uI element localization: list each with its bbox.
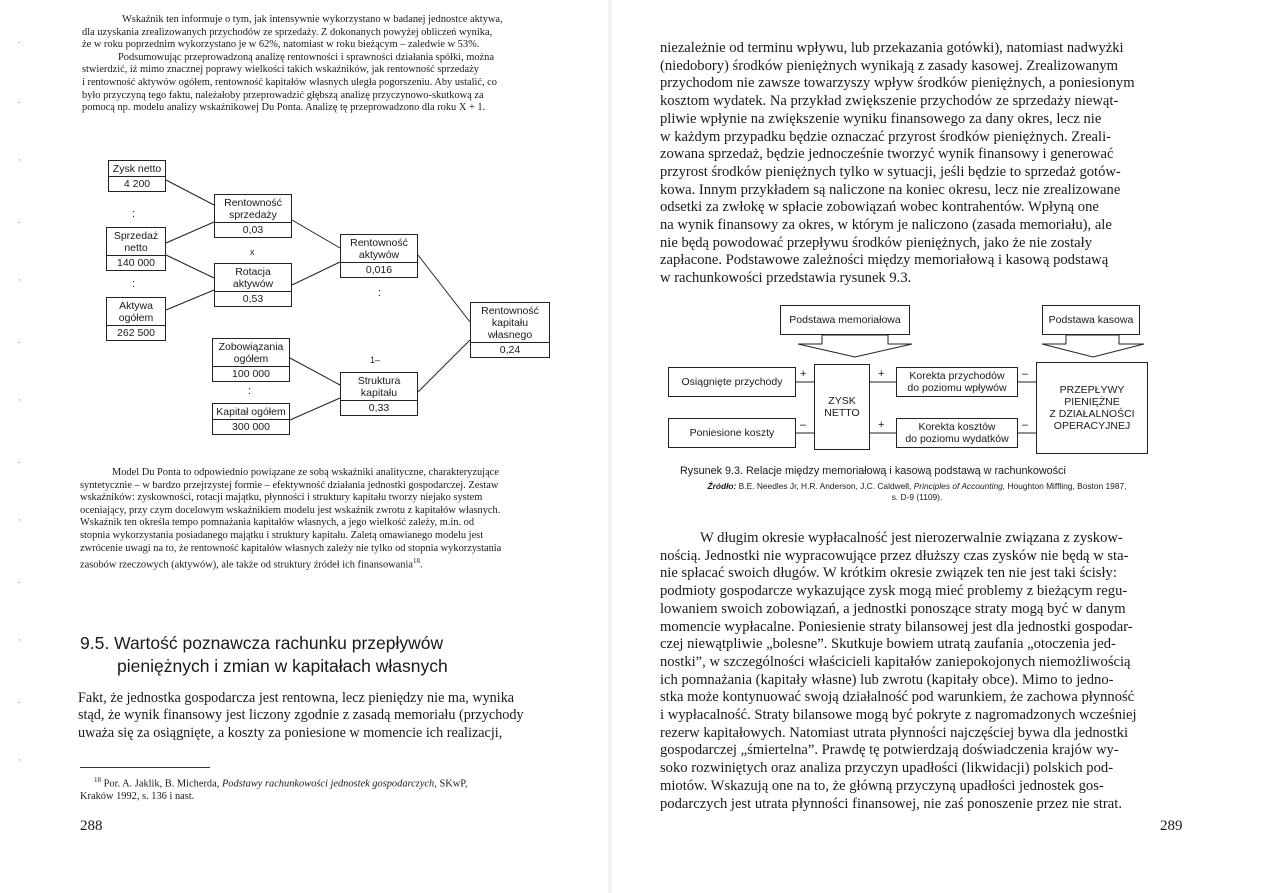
operator-multiply: x <box>250 247 255 257</box>
box-label: Struktura kapitału <box>357 375 401 399</box>
text-line: odsetki za zwłokę w spłacie zobowiązań wobec kontrahentów. Wpłyną one <box>660 199 1099 216</box>
operator-divide: : <box>378 287 382 299</box>
source-label: Źródło: <box>707 481 737 491</box>
text-line: kosztom wydatek. Na przykład zwiększenie przychodów ze sprzedaży niewąt- <box>660 93 1119 110</box>
footnote-line-2: Kraków 1992, s. 136 i nast. <box>80 791 195 803</box>
footnote-publisher: SKwP, <box>439 778 468 790</box>
box-poniesione-koszty <box>668 418 796 448</box>
text-line: zapłacone. Podstawowe zależności między memoriałową i kasową podstawą <box>660 252 1109 269</box>
text-line: stka może kontynuować swoją działalność pod warunkiem, że zachowa płynność <box>660 689 1135 706</box>
box-podstawa-kasowa <box>1042 305 1140 335</box>
model-paragraph <box>80 467 568 572</box>
left-page <box>0 0 612 893</box>
footnote-authors: Por. A. Jaklik, B. Micherda, <box>103 778 220 790</box>
operator-divide: : <box>132 278 136 290</box>
box-text: Osiągnięte przychody <box>681 376 783 388</box>
model-line: stopnia wykorzystania posiadanego majątku i struktury kapitału. Zaletą omawianego modelu jest <box>80 529 484 541</box>
text-line: ich pomnażania (kapitały własne) lub zwrotu (kapitały obce). Mimo to jedno- <box>660 671 1114 688</box>
model-line: wskaźników: zyskowności, rotacji majątku, płynności i struktury kapitału tworzy niejako system <box>80 492 483 504</box>
box-podstawa-memorialowa <box>780 305 910 335</box>
page-number-right: 289 <box>1160 818 1183 834</box>
text-line: nością. Jednostki nie wypracowujące przez dłuższy czas zysków nie będą w sta- <box>660 547 1129 564</box>
operator-divide: : <box>132 208 136 220</box>
text-line: nie spłacać swoich długów. W krótkim okresie związek ten nie jest taki ścisły: <box>660 565 1117 582</box>
box-kapital-ogolem <box>212 403 290 435</box>
right-page <box>612 0 1263 893</box>
du-pont-diagram <box>0 0 612 470</box>
intro-line: i rentowność aktywów ogółem, rentowność kapitałów własnych uległa pogorszeniu. Aby ustalić, co <box>82 76 497 88</box>
model-line: Model Du Ponta to odpowiednio powiązane ze sobą wskaźniki analityczne, charakteryzujące <box>112 467 499 478</box>
model-line: syntetycznie – w bardzo przejrzystej formie – efektywność działania jednostki gospodarczej. Zestaw <box>80 479 499 491</box>
text-line: podarczych jest utrata płynności finansowej, nie zaś ponoszenie przez nie strat. <box>660 795 1122 812</box>
model-end: . <box>419 559 423 571</box>
box-value: 300 000 <box>213 419 289 434</box>
intro-line: pomocą np. modelu analizy wskaźnikowej Du Ponta. Analizę tę przeprowadzono dla roku X + 1. <box>82 102 486 114</box>
box-text: Podstawa kasowa <box>1048 314 1134 326</box>
box-label: Rotacja aktywów <box>232 266 274 290</box>
box-text: Korekta kosztów <box>918 421 996 433</box>
figure-source <box>682 481 1152 503</box>
operator-divide: : <box>248 385 252 397</box>
text-line: nostki”, w szczególności właścicieli kapitałów zaniepokojonych niemożliwością <box>660 653 1131 670</box>
box-text: PIENIĘŻNE <box>1064 396 1120 408</box>
box-korekta-kosztow <box>896 418 1018 448</box>
figure-caption: Rysunek 9.3. Relacje między memoriałową i kasową podstawą w rachunkowości <box>680 465 1066 477</box>
box-text: do poziomu wydatków <box>905 433 1009 445</box>
box-text: ZYSK <box>828 395 856 407</box>
box-value: 140 000 <box>107 255 165 270</box>
box-label: Aktywa ogółem <box>118 300 154 324</box>
box-rentownosc-kapitalu-wlasnego <box>470 302 550 358</box>
box-zobowiazania-ogolem <box>212 338 290 382</box>
box-przeplywy-pieniezne <box>1036 362 1148 454</box>
box-value: 100 000 <box>213 366 289 381</box>
box-text: OPERACYJNEJ <box>1053 420 1131 432</box>
box-text: Korekta przychodów <box>909 370 1005 382</box>
fakt-line: stąd, że wynik finansowy jest liczony zgodnie z zasadą memoriału (przychody <box>78 707 524 724</box>
box-zysk-netto <box>108 160 166 192</box>
footnote <box>80 774 568 804</box>
intro-line: Wskaźnik ten informuje o tym, jak intensywnie wykorzystano w badanej jednostce aktywa, <box>122 14 503 25</box>
text-line: momencie wypłacalne. Poniesienie straty bilansowej jest dla jednostki gospodar- <box>660 618 1133 635</box>
box-value: 4 200 <box>109 176 165 191</box>
box-label: Sprzedaż netto <box>113 230 159 254</box>
figure-9-3 <box>612 0 1263 470</box>
footnote-title: Podstawy rachunkowości jednostek gospodarczych, <box>221 778 437 790</box>
source-pages: s. D-9 (1109). <box>891 492 943 502</box>
box-sprzedaz-netto <box>106 227 166 271</box>
heading-text: Wartość poznawcza rachunku przepływów <box>114 633 444 653</box>
text-line: soko rozwiniętych oraz analiza przyczyn upadłości (likwidacji) polskich pod- <box>660 760 1114 777</box>
intro-line: dla uzyskania zrealizowanych przychodów ze sprzedaży. Z dokonanych powyżej obliczeń wynika, <box>82 26 493 38</box>
box-label: Zobowiązania ogółem <box>218 341 284 365</box>
text-line: kowa. Innym przykładem są naliczone na koniec okresu, lecz nie zrealizowane <box>660 181 1121 198</box>
text-line: zowana sprzedaż, będzie jednocześnie tworzyć wynik finansowy i generować <box>660 146 1114 163</box>
box-text: Z DZIAŁALNOŚCI <box>1049 408 1135 420</box>
minus-sign: – <box>800 419 807 431</box>
fakt-line: Fakt, że jednostka gospodarcza jest rentowna, lecz pieniędzy nie ma, wynika <box>78 690 515 706</box>
box-osiagniete-przychody <box>668 367 796 397</box>
box-rentownosc-aktywow <box>340 234 418 278</box>
text-line: w każdym przypadku będzie oznaczać przyrost środków pieniężnych. Zreali- <box>660 128 1111 145</box>
plus-sign: + <box>878 419 885 431</box>
box-value: 0,24 <box>471 342 549 357</box>
heading-line-2: pieniężnych i zmian w kapitałach własnych <box>117 656 448 676</box>
fakt-line: uważa się za osiągnięte, a koszty za poniesione w momencie ich realizacji, <box>78 724 503 741</box>
box-text: Podstawa memoriałowa <box>789 314 901 326</box>
box-label: Rentowność kapitału własnego <box>481 305 539 341</box>
footnote-number: 18 <box>94 776 101 784</box>
text-line: nie będą powodować przepływu środków pieniężnych, jako że nie zostały <box>660 234 1092 251</box>
text-line: podmioty gospodarcze wykazujące zysk mogą mieć problemy z bieżącym regu- <box>660 583 1128 600</box>
box-korekta-przychodow <box>896 367 1018 397</box>
text-line: w rachunkowości przedstawia rysunek 9.3. <box>660 270 912 287</box>
model-line: oceniający, przy czym docelowym wskaźnikiem modelu jest wskaźnik zwrotu z kapitałów własnych. <box>80 504 501 516</box>
model-line: zasobów rzeczowych (aktywów), ale także od struktury źródeł ich finansowania <box>80 559 413 571</box>
box-value: 0,33 <box>341 400 417 415</box>
text-line: W długim okresie wypłacalność jest nierozerwalnie związana z zyskow- <box>700 530 1123 546</box>
source-title: Principles of Accounting, <box>913 481 1006 491</box>
plus-sign: + <box>878 368 885 380</box>
source-authors: B.E. Needles Jr, H.R. Anderson, J.C. Caldwell, <box>738 481 912 491</box>
box-label: Rentowność aktywów <box>350 237 408 261</box>
box-value: 0,016 <box>341 262 417 277</box>
heading-number: 9.5. <box>80 633 110 653</box>
box-rentownosc-sprzedazy <box>214 194 292 238</box>
footnote-reference: 18 <box>412 557 420 566</box>
page-number-left: 288 <box>80 818 103 834</box>
box-label: Kapitał ogółem <box>216 406 286 418</box>
plus-sign: + <box>800 368 807 380</box>
box-zysk-netto <box>814 364 870 450</box>
model-last-line <box>80 555 568 572</box>
model-line: Wskaźnik ten określa tempo pomnażania kapitałów własnych, a jego wielkość zależy, m.in. od <box>80 517 475 529</box>
text-line: miotów. Wskazują one na to, że główną przyczyną upadłości jednostek gos- <box>660 777 1104 794</box>
text-line: rezerw kapitałowych. Natomiast utrata płynności najczęściej bywa dla jednostki <box>660 724 1129 741</box>
box-text: Poniesione koszty <box>689 427 775 439</box>
scan-specks-left: . . · . · . · . · . · . · <box>18 35 21 765</box>
box-text: do poziomu wpływów <box>907 382 1007 394</box>
box-struktura-kapitalu <box>340 372 418 416</box>
box-aktywa-ogolem <box>106 297 166 341</box>
box-text: NETTO <box>824 407 860 419</box>
box-rotacja-aktywow <box>214 263 292 307</box>
box-label: Rentowność sprzedaży <box>224 197 282 221</box>
diagram-connector-lines <box>0 0 612 470</box>
intro-line: Podsumowując przeprowadzoną analizę rentowności i sprawności działania spółki, można <box>118 51 494 63</box>
operator-one-minus: 1– <box>370 355 381 365</box>
box-value: 262 500 <box>107 325 165 340</box>
model-line: zwrócenie uwagi na to, że rentowność kapitałów własnych zależy nie tylko od stopnia wykorzystania <box>80 542 502 554</box>
source-publisher: Houghton Miffling, Boston 1987, <box>1007 481 1127 491</box>
heading-line-1 <box>80 632 448 655</box>
intro-line: że w roku poprzednim wykorzystano je w 62%, natomiast w roku bieżącym – zaledwie w 53%. <box>82 39 480 51</box>
text-line: (niedobory) środków pieniężnych wynikają z zasady kasowej. Zrealizowanym <box>660 57 1118 74</box>
box-text: PRZEPŁYWY <box>1059 384 1125 396</box>
minus-sign: – <box>1022 368 1029 380</box>
intro-line: było przyczyną tego faktu, należałoby przeprowadzić głębszą analizę przyczynowo-skutkową za <box>82 89 484 101</box>
text-line: pliwie wpłynie na zwiększenie wyniku finansowego za dany okres, lecz nie <box>660 110 1102 127</box>
intro-line: stwierdzić, iż mimo znacznej poprawy wielkości takich wskaźników, jak rentowność sprzedaży <box>82 64 479 76</box>
box-value: 0,03 <box>215 222 291 237</box>
box-label: Zysk netto <box>112 163 162 175</box>
text-line: na wynik finansowy za okres, w którym je naliczono (zasada memoriału), ale <box>660 217 1112 234</box>
text-line: i wypłacalność. Straty bilansowe mogą być pokryte z nagromadzonych wcześniej <box>660 707 1137 724</box>
box-value: 0,53 <box>215 291 291 306</box>
text-line: niezależnie od terminu wpływu, lub przekazania gotówki), natomiast nadwyżki <box>660 40 1124 56</box>
text-line: lowaniem swoich zobowiązań, a jednostki ponoszące straty mogą być w danym <box>660 600 1126 617</box>
fakt-paragraph <box>78 690 568 742</box>
text-line: gospodarczej „śmiertelna”. Prawdę tę potwierdzają doświadczenia krajów wy- <box>660 742 1119 759</box>
minus-sign: – <box>1022 419 1029 431</box>
footnote-rule <box>80 767 210 768</box>
section-heading <box>80 632 448 678</box>
text-line: przychodom nie zawsze towarzyszy wpływ środków pieniężnych, a poniesionym <box>660 75 1135 92</box>
text-line: przyrost środków pieniężnych tylko w sytuacji, jeśli będzie to sprzedaż gotów- <box>660 163 1121 180</box>
figure-arrows <box>612 0 1263 470</box>
text-line: czej niewątpliwie „bolesne”. Skutkuje bowiem utratą zaufania „otoczenia jed- <box>660 636 1116 653</box>
right-paragraph-2 <box>660 530 1196 813</box>
